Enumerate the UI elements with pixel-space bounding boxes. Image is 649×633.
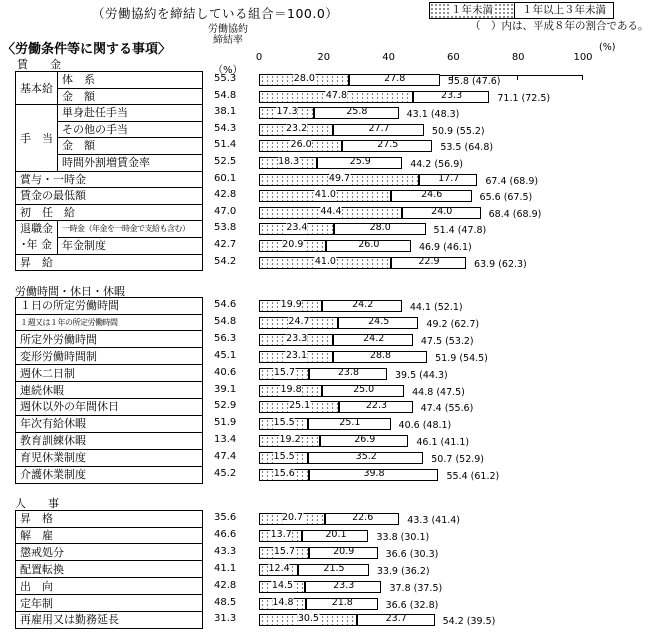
rate-column-header-line1: 労働協約 bbox=[208, 24, 248, 35]
bar-total-label: 44.1 (52.1) bbox=[409, 302, 463, 313]
row-rate: 45.2 bbox=[214, 468, 237, 479]
row-label: 金 額 bbox=[58, 138, 202, 155]
bar-label-1-to-3-years: 27.8 bbox=[384, 73, 406, 84]
row-rate: 52.9 bbox=[214, 400, 237, 412]
row-rate: 60.1 bbox=[214, 172, 237, 184]
row-group-label-line1: 退職金 bbox=[20, 222, 53, 236]
row-label: 年金制度 bbox=[58, 238, 202, 255]
bar-label-1-to-3-years: 25.8 bbox=[346, 106, 368, 118]
row-rate: 55.3 bbox=[214, 73, 237, 84]
bar-total-label: 71.1 (72.5) bbox=[497, 92, 551, 104]
row-rate: 54.6 bbox=[214, 299, 237, 310]
bar-total-label: 50.7 (52.9) bbox=[431, 454, 485, 466]
row-group-label: 基本給 bbox=[16, 72, 58, 105]
bar-label-under-1-year: 19.2 bbox=[279, 434, 301, 446]
row-label: 一時金（年金を一時金で支給も含む） bbox=[58, 221, 202, 238]
bar-label-1-to-3-years: 35.2 bbox=[355, 451, 377, 463]
row-rate: 40.6 bbox=[214, 366, 237, 378]
bar-total-label: 55.4 (61.2) bbox=[446, 471, 500, 482]
row-label: 時間外割増賃金率 bbox=[58, 155, 202, 172]
row-rate: 51.4 bbox=[214, 139, 237, 151]
bar-label-1-to-3-years: 27.7 bbox=[368, 122, 390, 134]
rate-column-header bbox=[208, 24, 248, 46]
legend-label-under-1-year: １年未満 bbox=[451, 4, 493, 16]
x-tick-mark bbox=[517, 75, 518, 80]
bar-label-under-1-year: 23.2 bbox=[286, 122, 308, 134]
bar-label-1-to-3-years: 24.2 bbox=[363, 332, 385, 344]
x-tick-label: 0 bbox=[255, 52, 263, 63]
row-label: 賃金の最低額 bbox=[16, 188, 202, 205]
row-rate: 47.0 bbox=[214, 205, 237, 217]
bar-total-label: 33.9 (36.2) bbox=[376, 565, 430, 577]
bar-label-1-to-3-years: 23.7 bbox=[385, 613, 407, 625]
row-rate: 42.7 bbox=[214, 239, 237, 250]
x-tick-label: 100 bbox=[573, 52, 593, 63]
bar-total-label: 49.2 (62.7) bbox=[426, 318, 480, 330]
row-label: 解 雇 bbox=[16, 528, 202, 545]
row-rate: 13.4 bbox=[214, 434, 237, 446]
section-table bbox=[15, 71, 203, 271]
bar-label-1-to-3-years: 23.3 bbox=[441, 89, 463, 101]
bar-label-under-1-year: 13.7 bbox=[270, 528, 292, 540]
legend bbox=[429, 2, 614, 19]
section-title: 人 事 bbox=[15, 497, 59, 510]
bar-total-label: 47.4 (55.6) bbox=[420, 403, 474, 415]
bar-label-under-1-year: 14.5 bbox=[271, 579, 294, 591]
bar-label-under-1-year: 20.7 bbox=[281, 512, 304, 523]
bar-total-label: 54.2 (39.5) bbox=[442, 616, 496, 628]
row-label: その他の手当 bbox=[58, 122, 202, 139]
bar-total-label: 36.6 (32.8) bbox=[385, 599, 439, 611]
bar-total-label: 43.1 (48.3) bbox=[406, 109, 460, 121]
bar-label-under-1-year: 17.3 bbox=[276, 106, 298, 118]
rate-column-header-line2: 締結率 bbox=[213, 35, 243, 46]
bar-label-under-1-year: 30.5 bbox=[297, 613, 319, 625]
bar-total-label: 67.4 (68.9) bbox=[485, 175, 539, 187]
bar-label-under-1-year: 18.3 bbox=[278, 156, 300, 167]
bar-label-1-to-3-years: 17.7 bbox=[438, 172, 460, 184]
bar-label-under-1-year: 23.1 bbox=[285, 349, 307, 361]
row-group-label: 手 当 bbox=[16, 105, 58, 171]
row-label: 定年制 bbox=[16, 596, 202, 613]
bar-total-label: 63.9 (62.3) bbox=[474, 258, 527, 270]
bar-label-under-1-year: 15.7 bbox=[273, 366, 295, 378]
row-label: 懲戒処分 bbox=[16, 545, 202, 562]
section-table bbox=[15, 297, 203, 484]
row-rate: 45.1 bbox=[214, 349, 237, 361]
bar-total-label: 44.8 (47.5) bbox=[412, 386, 465, 398]
row-label: 賞与・一時金 bbox=[16, 172, 202, 189]
x-tick-label: 80 bbox=[511, 52, 525, 63]
row-rate: 41.1 bbox=[214, 562, 237, 574]
bar-label-1-to-3-years: 28.8 bbox=[369, 349, 392, 361]
bar-label-1-to-3-years: 23.8 bbox=[337, 366, 359, 378]
legend-note: （ ）内は、平成８年の割合である。 bbox=[470, 20, 649, 32]
row-rate: 46.6 bbox=[214, 528, 237, 540]
row-label: 育児休業制度 bbox=[16, 450, 202, 467]
bar-label-under-1-year: 41.0 bbox=[314, 255, 336, 267]
bar-label-under-1-year: 49.7 bbox=[328, 172, 351, 184]
row-rate: 31.3 bbox=[214, 613, 237, 625]
x-tick-label: 20 bbox=[317, 52, 331, 63]
bar-label-1-to-3-years: 22.9 bbox=[418, 255, 440, 267]
bar-label-1-to-3-years: 27.5 bbox=[377, 139, 399, 151]
row-label: 出 向 bbox=[16, 579, 202, 596]
row-label: 連続休暇 bbox=[16, 383, 202, 400]
row-rate: 54.8 bbox=[214, 89, 237, 101]
bar-label-under-1-year: 15.6 bbox=[273, 468, 295, 479]
row-label: 配置転換 bbox=[16, 562, 202, 579]
section-title: 賃 金 bbox=[17, 58, 61, 71]
row-label: 年次有給休暇 bbox=[16, 416, 202, 433]
row-group-label bbox=[16, 221, 58, 254]
bar-label-under-1-year: 15.7 bbox=[273, 545, 295, 557]
bar-total-label: 43.3 (41.4) bbox=[407, 515, 461, 526]
x-tick-mark bbox=[582, 75, 583, 80]
row-rate: 56.3 bbox=[214, 332, 237, 344]
legend-label-1-to-3-years: １年以上３年未満 bbox=[522, 4, 606, 16]
section-title: 労働時間・休日・休暇 bbox=[15, 285, 125, 298]
row-rate: 35.6 bbox=[214, 512, 237, 523]
bar-total-label: 36.6 (30.3) bbox=[385, 548, 439, 560]
bar-label-under-1-year: 28.0 bbox=[293, 73, 315, 84]
bar-total-label: 44.2 (56.9) bbox=[410, 159, 463, 170]
row-rate: 54.8 bbox=[214, 315, 237, 327]
row-group-label-line2: ･年 金 bbox=[21, 238, 52, 252]
row-rate: 52.5 bbox=[214, 156, 237, 167]
bar-label-1-to-3-years: 28.0 bbox=[369, 222, 391, 234]
bar-label-1-to-3-years: 22.6 bbox=[352, 512, 374, 523]
x-tick-label: 60 bbox=[447, 52, 460, 63]
bar-label-1-to-3-years: 21.8 bbox=[331, 596, 353, 608]
row-label: 変形労働時間制 bbox=[16, 349, 202, 366]
bar-label-1-to-3-years: 26.0 bbox=[358, 239, 380, 250]
row-label: １週又は１年の所定労働時間 bbox=[16, 315, 202, 332]
bar-label-1-to-3-years: 24.6 bbox=[421, 189, 443, 201]
chart-title: （労働協約を締結している組合＝100.0） bbox=[92, 6, 339, 21]
x-tick-label: 40 bbox=[382, 52, 395, 63]
row-rate: 38.1 bbox=[214, 106, 237, 118]
row-rate: 43.3 bbox=[214, 545, 237, 557]
bar-total-label: 47.5 (53.2) bbox=[420, 335, 474, 347]
bar-total-label: 51.9 (54.5) bbox=[435, 352, 488, 364]
bar-label-under-1-year: 19.9 bbox=[280, 299, 302, 310]
legend-swatch-under-1-year bbox=[430, 3, 515, 18]
bar-label-under-1-year: 26.0 bbox=[290, 139, 312, 151]
bar-label-1-to-3-years: 22.3 bbox=[365, 400, 388, 412]
row-label: 体 系 bbox=[58, 72, 202, 89]
bar-label-under-1-year: 24.7 bbox=[288, 315, 310, 327]
row-rate: 47.4 bbox=[214, 451, 237, 463]
bar-label-under-1-year: 19.8 bbox=[280, 383, 302, 395]
bar-label-under-1-year: 20.9 bbox=[282, 239, 304, 250]
row-label: 昇 格 bbox=[16, 511, 202, 528]
row-rate: 53.8 bbox=[214, 222, 237, 234]
row-label: 週休二日制 bbox=[16, 366, 202, 383]
row-label: 所定外労働時間 bbox=[16, 332, 202, 349]
bar-total-label: 40.6 (48.1) bbox=[398, 420, 452, 432]
section-table bbox=[15, 510, 203, 629]
row-rate: 39.1 bbox=[214, 383, 237, 395]
row-label: 単身赴任手当 bbox=[58, 105, 202, 122]
row-label: 介護休業制度 bbox=[20, 468, 86, 481]
bar-label-under-1-year: 23.3 bbox=[286, 332, 308, 344]
bar-label-under-1-year: 14.8 bbox=[272, 596, 294, 608]
bar-total-label: 65.6 (67.5) bbox=[479, 192, 533, 204]
bar-label-under-1-year: 15.5 bbox=[273, 417, 295, 429]
bar-label-under-1-year: 15.5 bbox=[273, 451, 295, 463]
bar-label-1-to-3-years: 24.2 bbox=[352, 299, 374, 310]
bar-label-under-1-year: 25.1 bbox=[289, 400, 311, 412]
bar-label-under-1-year: 47.8 bbox=[325, 89, 347, 101]
bar-label-1-to-3-years: 25.9 bbox=[349, 156, 371, 167]
bar-total-label: 68.4 (68.9) bbox=[488, 208, 542, 220]
bar-label-1-to-3-years: 23.3 bbox=[333, 579, 355, 591]
row-rate: 48.5 bbox=[214, 596, 237, 608]
row-label: 再雇用又は勤務延長 bbox=[20, 613, 119, 627]
row-rate: 42.8 bbox=[214, 189, 237, 201]
bar-label-1-to-3-years: 21.5 bbox=[323, 562, 345, 574]
row-label: 金 額 bbox=[58, 89, 202, 106]
bar-total-label: 33.8 (30.1) bbox=[376, 531, 430, 543]
row-label: 昇 給 bbox=[20, 255, 53, 269]
section-heading: 〈労働条件等に関する事項〉 bbox=[2, 42, 172, 57]
bar-total-label: 46.9 (46.1) bbox=[418, 242, 472, 253]
row-rate: 42.8 bbox=[214, 579, 237, 591]
bar-total-label: 39.5 (44.3) bbox=[394, 369, 448, 381]
row-rate: 54.2 bbox=[214, 255, 237, 267]
bar-label-1-to-3-years: 25.0 bbox=[353, 383, 375, 395]
bar-label-under-1-year: 12.4 bbox=[268, 562, 290, 574]
bar-total-label: 51.4 (47.8) bbox=[433, 225, 487, 237]
bar-label-1-to-3-years: 24.0 bbox=[431, 205, 453, 217]
bar-total-label: 55.8 (47.6) bbox=[447, 76, 501, 87]
row-label: 教育訓練休暇 bbox=[16, 433, 202, 450]
bar-total-label: 46.1 (41.1) bbox=[416, 437, 470, 449]
rate-unit: （%） bbox=[213, 65, 243, 76]
bar-label-1-to-3-years: 25.1 bbox=[339, 417, 361, 429]
bar-label-1-to-3-years: 20.9 bbox=[333, 545, 355, 557]
bar-label-under-1-year: 44.4 bbox=[320, 205, 342, 217]
bar-label-1-to-3-years: 26.9 bbox=[354, 434, 376, 446]
row-rate: 51.9 bbox=[214, 417, 237, 429]
bar-label-1-to-3-years: 24.5 bbox=[368, 315, 390, 327]
bar-label-1-to-3-years: 20.1 bbox=[325, 528, 347, 540]
row-rate: 54.3 bbox=[214, 122, 237, 134]
row-label: 初 任 給 bbox=[16, 205, 202, 222]
bar-total-label: 37.8 (37.5) bbox=[389, 582, 443, 594]
bar-label-under-1-year: 41.0 bbox=[314, 189, 336, 201]
row-label: 週休以外の年間休日 bbox=[16, 399, 202, 416]
bar-label-under-1-year: 23.4 bbox=[286, 222, 308, 234]
bar-label-1-to-3-years: 39.8 bbox=[363, 468, 385, 479]
axis-unit: (%) bbox=[599, 42, 616, 53]
row-label: １日の所定労働時間 bbox=[16, 298, 202, 315]
bar-total-label: 53.5 (64.8) bbox=[440, 142, 494, 154]
bar-total-label: 50.9 (55.2) bbox=[431, 125, 485, 137]
